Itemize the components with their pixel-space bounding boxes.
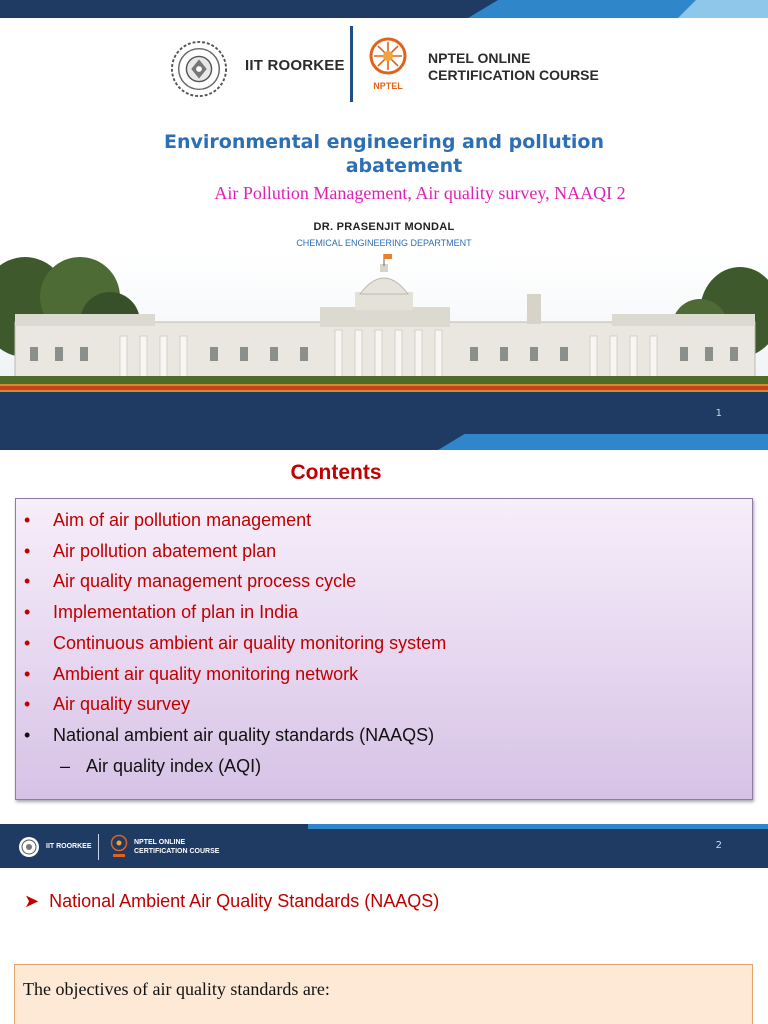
logo-divider	[98, 834, 99, 860]
nptel-logo-icon	[368, 36, 408, 96]
contents-box	[15, 498, 753, 800]
contents-slide	[0, 452, 768, 826]
nptel-logo-icon	[110, 834, 128, 860]
slide3-header-band	[0, 824, 768, 868]
logo-divider	[350, 26, 353, 102]
institute-name: IIT ROORKEE	[46, 843, 92, 850]
arrow-bullet-icon: ➤	[24, 891, 40, 911]
list-item: • National ambient air quality standards (NAAQS)	[24, 724, 435, 745]
naaqs-heading: ➤ National Ambient Air Quality Standards (NAAQS)	[24, 891, 440, 911]
institute-name: IIT ROORKEE	[245, 57, 345, 74]
slide-number: 1	[715, 408, 722, 419]
department-name: CHEMICAL ENGINEERING DEPARTMENT	[296, 238, 472, 248]
objectives-intro: The objectives of air quality standards are:	[23, 979, 330, 999]
logo-row	[170, 36, 610, 106]
list-item: • Aim of air pollution management	[24, 510, 312, 530]
list-item: • Air quality management process cycle	[24, 571, 357, 592]
list-item: • Air quality survey	[24, 694, 191, 715]
top-band	[0, 0, 768, 18]
slide-number: 2	[715, 840, 722, 851]
svg-text:NPTEL: NPTEL	[373, 81, 403, 91]
title-slide	[0, 0, 768, 450]
main-building-illustration	[0, 252, 768, 397]
course-title: Environmental engineering and pollution abatement	[164, 131, 604, 177]
nptel-course-name: NPTEL ONLINE CERTIFICATION COURSE	[134, 839, 220, 855]
list-item: • Ambient air quality monitoring network	[24, 663, 359, 684]
iit-roorkee-logo-icon	[18, 836, 40, 858]
naaqs-slide	[0, 824, 768, 1024]
list-item: • Continuous ambient air quality monitoring system	[24, 632, 447, 653]
iit-roorkee-logo-icon	[170, 40, 228, 98]
list-item: • Implementation of plan in India	[24, 602, 299, 623]
nptel-course-name: NPTEL ONLINE CERTIFICATION COURSE	[428, 50, 599, 83]
list-item: • Air pollution abatement plan	[24, 540, 277, 561]
contents-title: Contents	[290, 461, 382, 484]
contents-list	[24, 505, 446, 781]
list-sub-item: – Air quality index (AQI)	[60, 755, 262, 776]
objectives-box	[14, 964, 753, 1024]
author-name: DR. PRASENJIT MONDAL	[313, 221, 455, 233]
slide1-footer-band	[0, 392, 768, 450]
lecture-subtitle: Air Pollution Management, Air quality survey, NAAQI 2	[214, 183, 626, 203]
